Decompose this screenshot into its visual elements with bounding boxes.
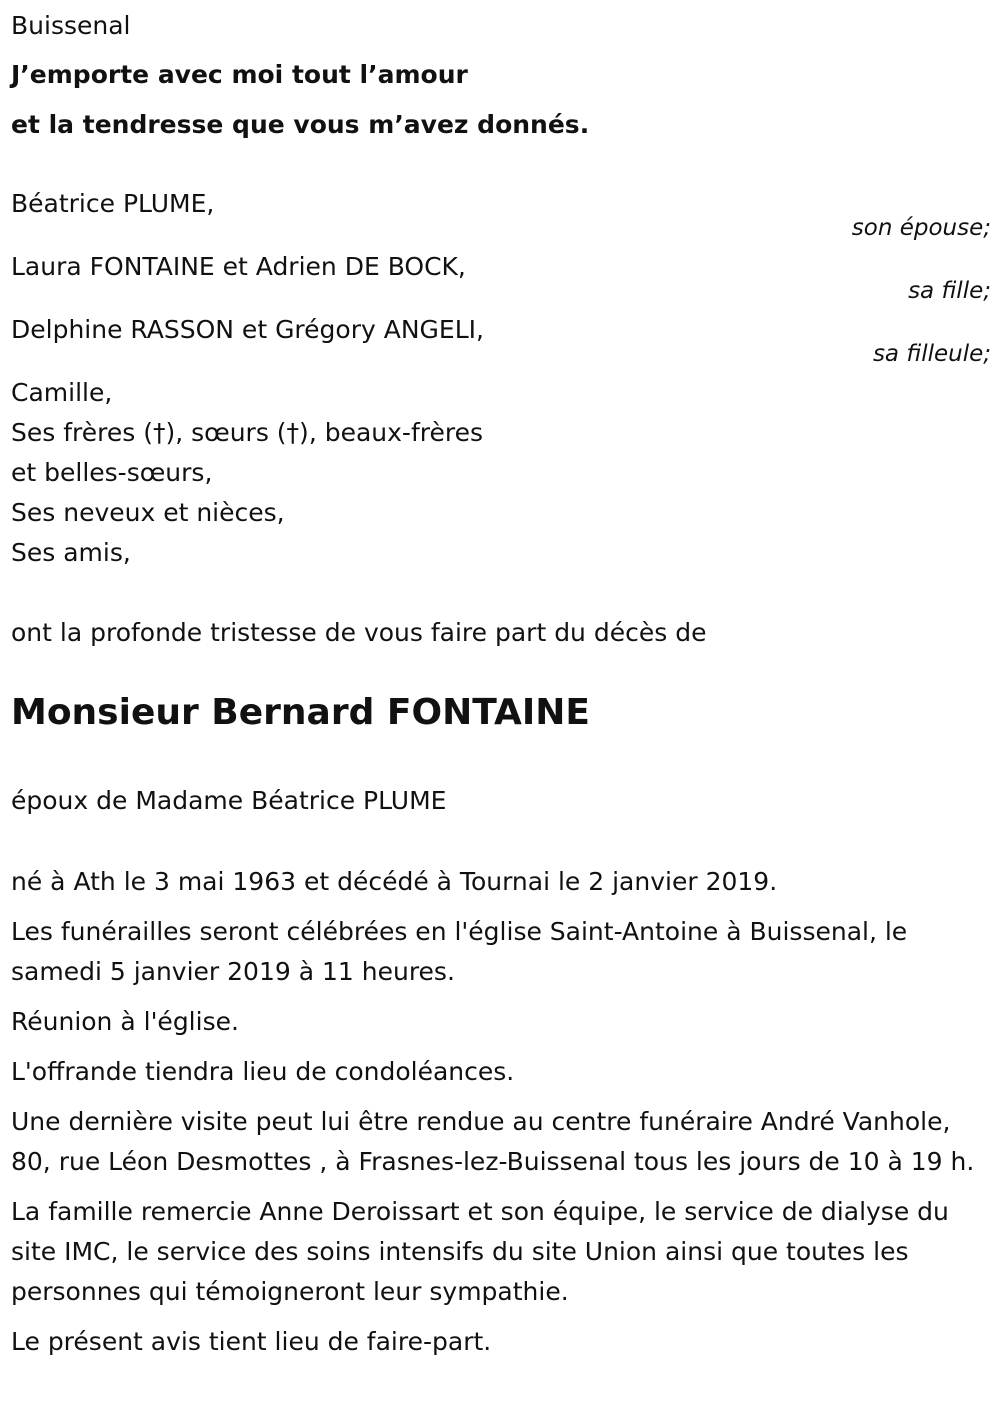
- quote-line: et la tendresse que vous m’avez donnés.: [11, 110, 590, 139]
- mourner-line: Ses frères (†), sœurs (†), beaux-frères: [11, 418, 483, 447]
- family-member-relation: son épouse;: [851, 215, 991, 241]
- visitation-info: Une dernière visite peut lui être rendue au centre funéraire André Vanhole, 80, rue Léon Desmottes , à Frasnes-lez-Buissenal tous les jours de 10 à 19 h.: [11, 1107, 975, 1176]
- mourner-line: et belles-sœurs,: [11, 458, 213, 487]
- quote-line: J’emporte avec moi tout l’amour: [11, 60, 468, 89]
- quote: [11, 50, 589, 150]
- other-mourners: [11, 373, 483, 573]
- birth-death-dates: né à Ath le 3 mai 1963 et décédé à Tournai le 2 janvier 2019.: [11, 867, 778, 896]
- funeral-service-info: Les funérailles seront célébrées en l'église Saint-Antoine à Buissenal, le samedi 5 janvier 2019 à 11 heures.: [11, 917, 908, 986]
- mourner-line: Ses neveux et nièces,: [11, 498, 285, 527]
- gathering-info: Réunion à l'église.: [11, 1007, 239, 1036]
- family-member-row: [11, 247, 991, 307]
- family-member-name: Béatrice PLUME,: [11, 189, 215, 218]
- funeral-details: [11, 862, 991, 1372]
- notice-statement: Le présent avis tient lieu de faire-part.: [11, 1327, 492, 1356]
- announcement-text: ont la profonde tristesse de vous faire part du décès de: [11, 618, 707, 647]
- mourner-line: Ses amis,: [11, 538, 131, 567]
- family-member-row: [11, 310, 991, 370]
- mourner-line: Camille,: [11, 378, 113, 407]
- family-member-relation: sa filleule;: [872, 341, 991, 367]
- thanks-text: La famille remercie Anne Deroissart et son équipe, le service de dialyse du site IMC, le service des soins intensifs du site Union ainsi que toutes les personnes qui témoigneront leur sympathie.: [11, 1197, 949, 1306]
- location-text: Buissenal: [11, 11, 131, 40]
- family-member-name: Delphine RASSON et Grégory ANGELI,: [11, 315, 484, 344]
- deceased-name: Monsieur Bernard FONTAINE: [11, 692, 590, 733]
- family-member-relation: sa fille;: [908, 278, 991, 304]
- family-member-row: [11, 184, 991, 244]
- spouse-line: époux de Madame Béatrice PLUME: [11, 786, 447, 815]
- offering-info: L'offrande tiendra lieu de condoléances.: [11, 1057, 515, 1086]
- family-member-name: Laura FONTAINE et Adrien DE BOCK,: [11, 252, 466, 281]
